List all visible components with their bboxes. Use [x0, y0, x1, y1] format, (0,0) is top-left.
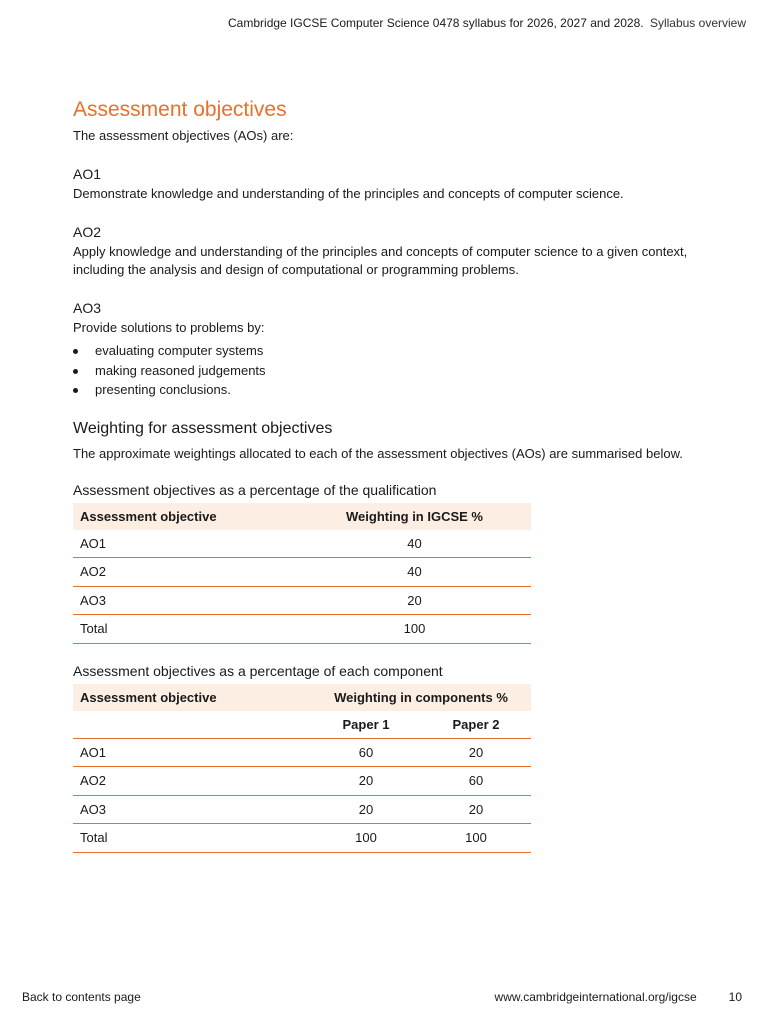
ao1-block	[73, 165, 693, 203]
column-header-paper2: Paper 2	[421, 711, 531, 739]
table-cell: 60	[421, 767, 531, 796]
ao2-block	[73, 223, 693, 279]
back-to-contents-link[interactable]: Back to contents page	[22, 990, 141, 1004]
list-item	[73, 380, 693, 400]
bullet-icon	[73, 349, 78, 354]
table-cell: Total	[73, 824, 311, 853]
ao1-heading: AO1	[73, 166, 102, 182]
bullet-text: evaluating computer systems	[95, 343, 264, 358]
ao2-heading: AO2	[73, 224, 102, 240]
page-title: Assessment objectives	[73, 98, 287, 121]
page-header	[228, 16, 746, 30]
bullet-text: presenting conclusions.	[95, 382, 231, 397]
main-content	[73, 96, 693, 853]
table-header-row	[73, 684, 531, 711]
table-cell: 40	[298, 530, 531, 558]
document-title: Cambridge IGCSE Computer Science 0478 syllabus for 2026, 2027 and 2028.	[228, 16, 644, 30]
table-row	[73, 795, 531, 824]
component-weighting-table	[73, 684, 531, 853]
table-header-row	[73, 503, 531, 530]
page-number: 10	[728, 990, 742, 1004]
table-row	[73, 586, 531, 615]
bullet-text: making reasoned judgements	[95, 362, 266, 378]
bullet-icon	[73, 388, 78, 393]
column-header-objective: Assessment objective	[73, 503, 298, 530]
table-cell: Total	[73, 615, 298, 644]
table-row	[73, 767, 531, 796]
ao3-block	[73, 299, 693, 400]
column-header-objective: Assessment objective	[73, 684, 311, 711]
table-cell: AO1	[73, 738, 311, 767]
table-subheader-row	[73, 711, 531, 739]
table-row	[73, 615, 531, 644]
weighting-heading: Weighting for assessment objectives	[73, 419, 333, 437]
list-item	[73, 341, 693, 361]
table-cell: 40	[298, 558, 531, 587]
table-cell: 20	[311, 795, 421, 824]
table-cell: AO2	[73, 558, 298, 587]
table-cell: 20	[311, 767, 421, 796]
empty-header-cell	[73, 711, 311, 739]
table-cell: 20	[421, 795, 531, 824]
table-cell: 60	[311, 738, 421, 767]
column-header-weighting: Weighting in IGCSE %	[298, 503, 531, 530]
table-row	[73, 558, 531, 587]
table-cell: 100	[298, 615, 531, 644]
page-footer	[495, 990, 742, 1004]
ao3-bullet-list	[73, 341, 693, 400]
bullet-icon	[73, 369, 78, 374]
website-link[interactable]: www.cambridgeinternational.org/igcse	[494, 990, 697, 1004]
table-cell: 20	[298, 586, 531, 615]
column-header-weighting: Weighting in components %	[311, 684, 531, 711]
ao3-text: Provide solutions to problems by:	[73, 320, 265, 335]
weighting-text: The approximate weightings allocated to each of the assessment objectives (AOs) are summarised below.	[73, 445, 683, 461]
table-row	[73, 738, 531, 767]
section-name: Syllabus overview	[649, 16, 746, 30]
table-row	[73, 530, 531, 558]
table-cell: 20	[421, 738, 531, 767]
table-row	[73, 824, 531, 853]
column-header-paper1: Paper 1	[311, 711, 421, 739]
table1-caption: Assessment objectives as a percentage of the qualification	[73, 481, 437, 498]
qualification-weighting-table	[73, 503, 531, 644]
intro-text: The assessment objectives (AOs) are:	[73, 128, 294, 143]
ao2-text: Apply knowledge and understanding of the principles and concepts of computer science to a given context, including the analysis and design of computational or programming problems.	[73, 244, 688, 277]
table-cell: AO3	[73, 795, 311, 824]
table-cell: AO3	[73, 586, 298, 615]
ao3-heading: AO3	[73, 300, 102, 316]
ao1-text: Demonstrate knowledge and understanding of the principles and concepts of computer science.	[73, 186, 624, 201]
table2-caption: Assessment objectives as a percentage of each component	[73, 662, 443, 679]
table-cell: 100	[311, 824, 421, 853]
table-cell: AO2	[73, 767, 311, 796]
table-cell: AO1	[73, 530, 298, 558]
list-item	[73, 361, 693, 381]
table-cell: 100	[421, 824, 531, 853]
